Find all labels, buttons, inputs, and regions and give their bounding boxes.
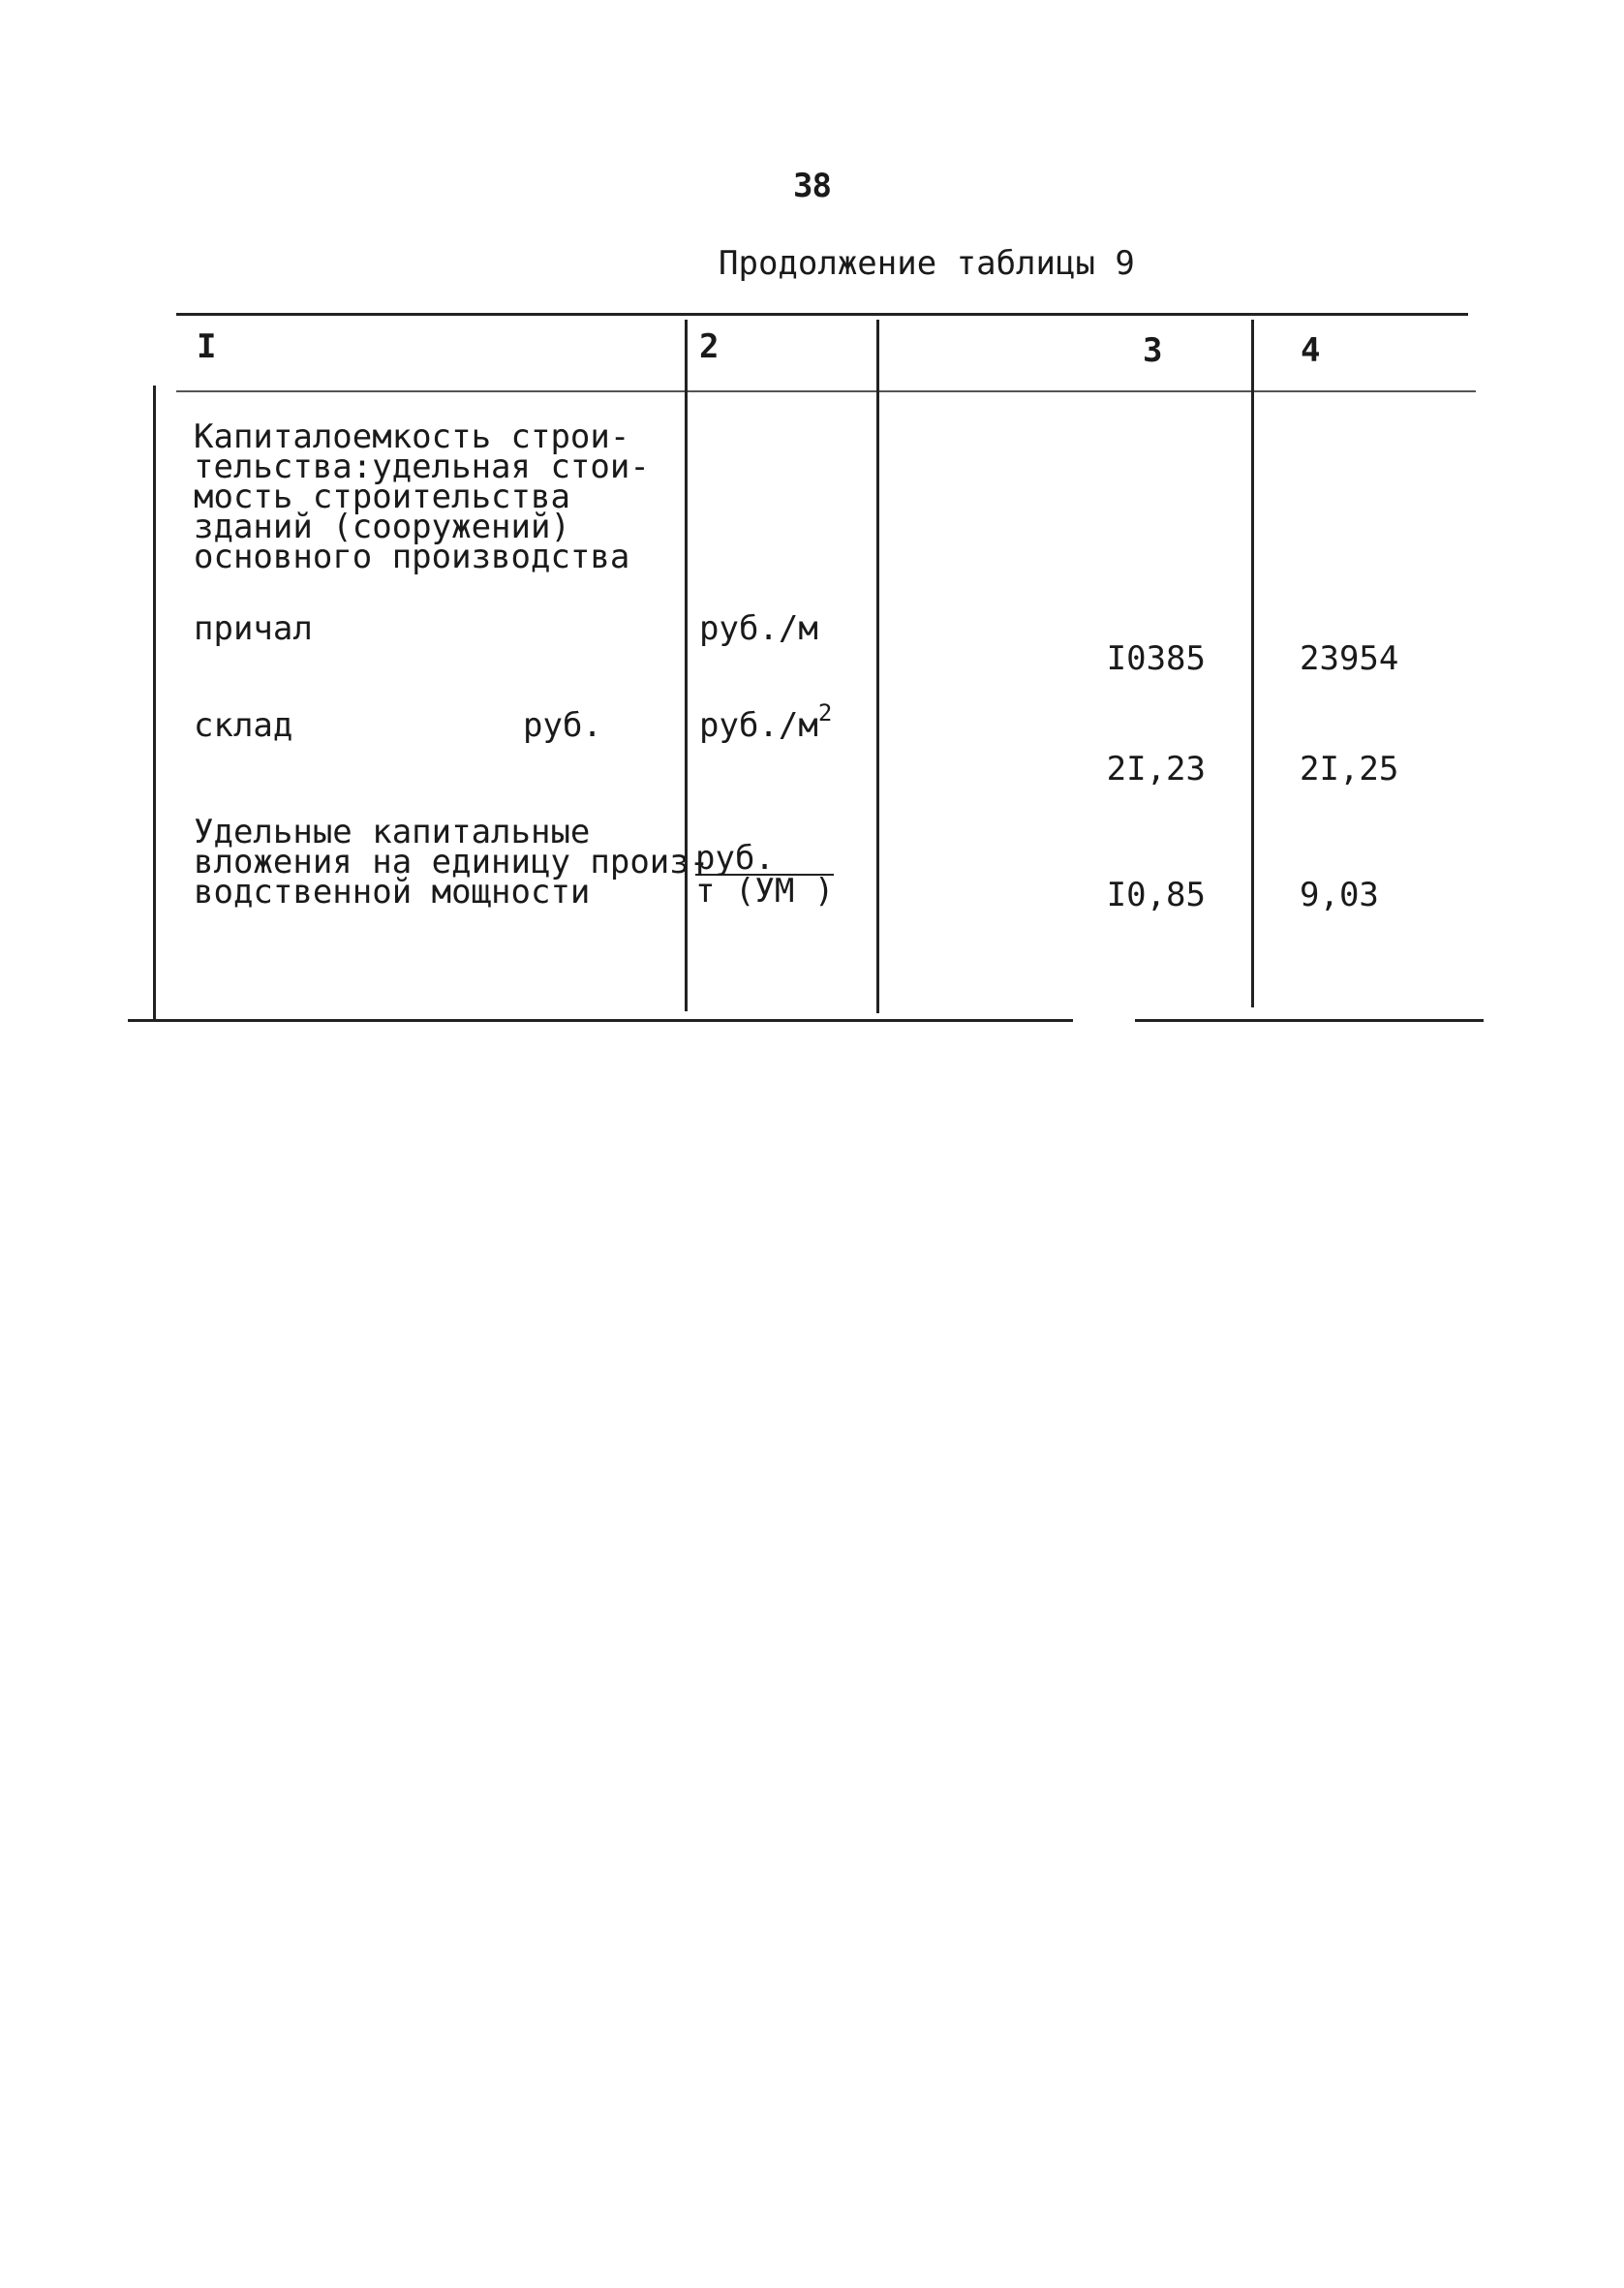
table-caption: Продолжение таблицы 9: [719, 244, 1135, 283]
column-header-3: 3: [1143, 331, 1163, 370]
unit-text: руб./м: [699, 706, 818, 745]
section-heading-line: зданий (сооружений): [194, 508, 570, 546]
row-label-warehouse-extra: руб.: [523, 706, 602, 745]
section-heading-line: Капиталоемкость строи-: [194, 417, 630, 456]
unit-denominator: т (УМ ): [695, 872, 835, 911]
column-header-4: 4: [1301, 331, 1321, 370]
row-unit-berth: [699, 609, 818, 648]
capital-row-label-line: вложения на единицу произ-: [194, 843, 710, 881]
header-rule: [176, 390, 1476, 392]
column-divider-3-4: [1251, 320, 1254, 1007]
capital-row-label: [194, 813, 710, 912]
row-label-warehouse: склад: [194, 706, 293, 745]
row-unit-warehouse: [699, 699, 833, 745]
section-heading-line: основного производства: [194, 538, 630, 576]
capital-row-label-line: водственной мощности: [194, 873, 591, 912]
table-bottom-rule-right: [1135, 1019, 1484, 1022]
table-top-rule: [176, 313, 1468, 316]
unit-numerator: руб.: [695, 843, 834, 876]
table-left-border: [153, 386, 156, 1019]
section-heading-line: тельства:удельная стои-: [194, 448, 650, 486]
section-heading: [194, 417, 650, 576]
row-label-berth: причал: [194, 609, 313, 648]
row-berth-col4: 23954: [1300, 639, 1399, 678]
capital-row-col4: 9,03: [1300, 876, 1379, 914]
capital-row-label-line: Удельные капитальные: [194, 813, 591, 851]
column-divider-2-3: [876, 320, 879, 1013]
section-heading-line: мость строительства: [194, 478, 570, 516]
row-berth-col3: I0385: [1106, 639, 1206, 678]
column-header-2: 2: [699, 327, 720, 366]
row-warehouse-col3: 2I,23: [1106, 750, 1206, 788]
row-warehouse-col4: 2I,25: [1300, 750, 1399, 788]
table-bottom-rule-left: [128, 1019, 1073, 1022]
capital-row-col3: I0,85: [1106, 876, 1206, 914]
unit-text: руб./м: [699, 609, 818, 648]
column-header-1: I: [197, 327, 217, 366]
unit-superscript: 2: [817, 699, 833, 727]
capital-row-unit: [695, 839, 835, 911]
page-number: 38: [793, 167, 831, 205]
